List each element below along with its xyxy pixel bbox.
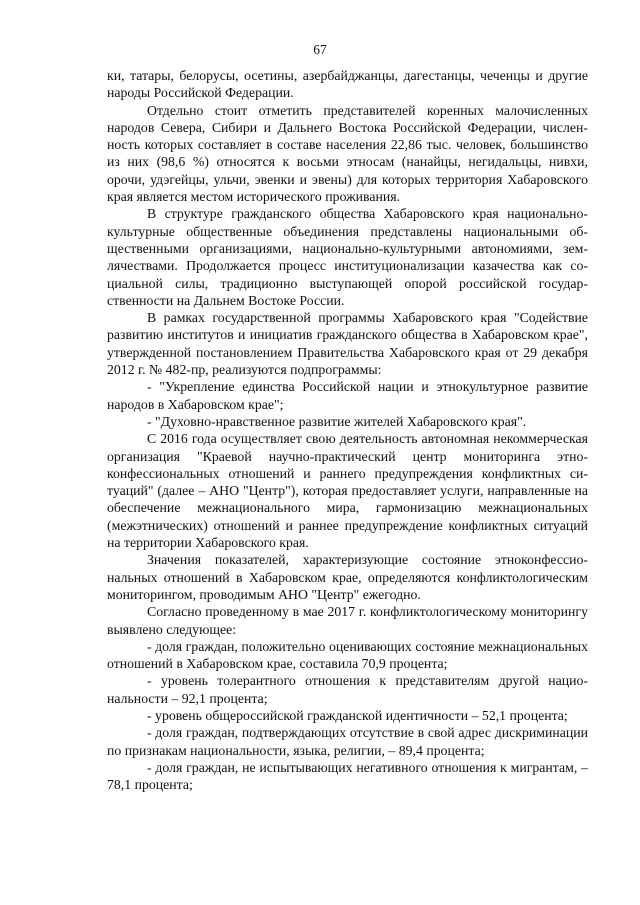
- list-item-subprogram-unity: - "Укрепление единства Российской нации и этнокультурное развитие народов в Хабаровском крае";: [107, 379, 588, 412]
- list-item-interethnic-assessment: - доля граждан, положительно оценивающих состояние межнациональных отношений в Хабаровском крае, составила 70,9 процента;: [107, 638, 588, 672]
- list-item-migrant-attitude: - доля граждан, не испытывающих негативного отношения к мигрантам, – 78,1 процента;: [107, 759, 588, 793]
- paragraph-civil-society-structure: В структуре гражданского общества Хабаровского края национально-культурные общественные объединения представлены национальными общественными организациями, национально-культурными автономиями, землячествами. Продолжается процесс институционализации казачества как социальной силы, традиционно выступающей опорой российской государственности на Дальнем Востоке России.: [107, 206, 588, 308]
- paragraph-state-program: В рамках государственной программы Хабаровского края "Содействие развитию институтов и инициатив гражданского общества в Хабаровском крае", утвержденной постановлением Правительства Хабаровского края от 29 декабря 2012 г. № 482-пр, реализуются подпрограммы:: [107, 310, 588, 378]
- paragraph-indicators: Значения показателей, характеризующие состояние этноконфессиональных отношений в Хабаровском крае, определяются конфликтологическим мониторингом, проводимым АНО "Центр" ежегодно.: [107, 552, 588, 602]
- paragraph-monitoring-intro: Согласно проведенному в мае 2017 г. конфликтологическому мониторингу выявлено следующее:: [107, 604, 588, 637]
- list-item-no-discrimination: - доля граждан, подтверждающих отсутствие в свой адрес дискриминации по признакам национальности, языка, религии, – 89,4 процента;: [107, 725, 588, 758]
- page-number: 67: [313, 42, 327, 57]
- paragraph-ano-center: С 2016 года осуществляет свою деятельность автономная некоммерческая организация "Краевой научно-практический центр мониторинга этноконфессиональных отношений и раннего предупреждения конфликтных ситуаций" (далее – АНО "Центр"), которая предоставляет услуги, направленные на обеспечение межнационального мира, гармонизацию межнациональных (межэтнических) отношений и раннее предупреждение конфликтных ситуаций на территории Хабаровского края.: [107, 431, 588, 551]
- list-item-tolerance-level: - уровень толерантного отношения к представителям другой национальности – 92,1 процента;: [107, 673, 588, 706]
- body-text: [107, 67, 588, 793]
- list-item-subprogram-spiritual: - "Духовно-нравственное развитие жителей Хабаровского края".: [147, 413, 527, 429]
- paragraph-continuation: ки, татары, белорусы, осетины, азербайджанцы, дагестанцы, чеченцы и другие народы Российской Федерации.: [107, 68, 588, 101]
- paragraph-indigenous-peoples: Отдельно стоит отметить представителей коренных малочисленных народов Севера, Сибири и Дальнего Востока Российской Федерации, численность которых составляет в составе населения 22,86 тыс. человек, большинство из них (98,6 %) относятся к восьми этносам (нанайцы, негидальцы, нивхи, орочи, удэгейцы, ульчи, эвенки и эвены) для которых территория Хабаровского края является местом исторического проживания.: [107, 102, 588, 205]
- list-item-civic-identity: - уровень общероссийской гражданской идентичности – 52,1 процента;: [147, 707, 568, 723]
